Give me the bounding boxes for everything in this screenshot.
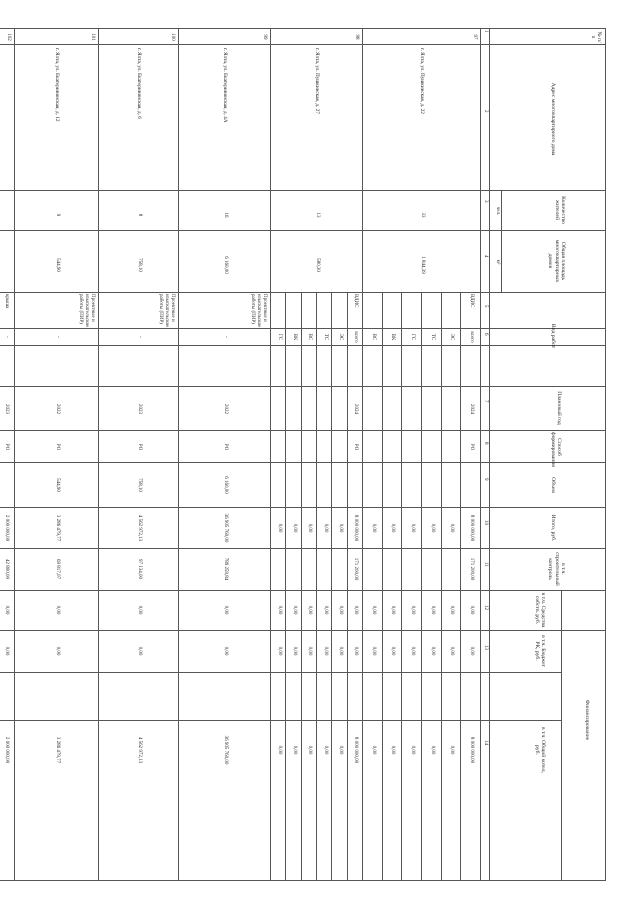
- row-people: 33: [420, 212, 425, 218]
- work-type: Проектные и изыскательские работы (ПИР): [250, 294, 267, 328]
- total-amount: 3 286 479,77: [55, 514, 60, 542]
- header-volume: Объем: [550, 477, 556, 493]
- fin-local-value: 0,00: [429, 745, 435, 755]
- work-volume: 544,90: [55, 478, 60, 492]
- work-subtype: ГС: [410, 333, 416, 341]
- header-area: Общая площадь многоквартирных домов: [547, 239, 566, 283]
- grid-hline: [347, 292, 348, 880]
- fin-local-value: 8 000 000,00: [353, 736, 359, 764]
- fin-owners-value: 0,00: [137, 605, 142, 615]
- grid-hline: [270, 28, 271, 880]
- total-amount: 0,00: [370, 523, 376, 533]
- grid-vline: [0, 328, 606, 329]
- planned-year: 2024: [353, 404, 359, 414]
- grid-vline: [0, 345, 606, 346]
- grid-hline: [421, 292, 422, 880]
- column-number: 1: [483, 30, 489, 33]
- work-subtype: ВС: [370, 333, 376, 341]
- fin-local-value: 3 286 479,77: [55, 736, 60, 764]
- fin-owners-value: 0,00: [469, 605, 475, 615]
- formation-method: РО: [4, 443, 9, 451]
- row-number: 102: [6, 33, 11, 41]
- header-financing: Финансирование: [584, 699, 590, 741]
- fin-owners-value: 0,00: [390, 605, 396, 615]
- total-amount: 4 562 972,13: [137, 514, 142, 542]
- fin-local-value: 0,00: [292, 745, 297, 755]
- fin-rk-value: 0,00: [429, 646, 435, 656]
- fin-local-value: 0,00: [322, 745, 328, 755]
- row-area: 758,10: [137, 258, 142, 272]
- column-number: 9: [483, 478, 489, 481]
- total-amount: 0,00: [322, 523, 328, 533]
- fin-rk-value: 0,00: [4, 646, 9, 656]
- planned-year: 2022: [55, 404, 60, 414]
- fin-rk-value: 0,00: [292, 646, 297, 656]
- fin-local-value: 4 562 972,13: [137, 736, 142, 764]
- planned-year: 2023: [137, 404, 142, 414]
- grid-hline: [14, 28, 15, 880]
- fin-local-value: 0,00: [390, 745, 396, 755]
- row-number: 99: [262, 34, 267, 40]
- fin-owners-value: 0,00: [55, 605, 60, 615]
- grid-vline: [0, 548, 606, 549]
- work-volume: 758,10: [137, 478, 142, 492]
- formation-method: РО: [353, 443, 359, 451]
- grid-hline: [382, 292, 383, 880]
- total-amount: 0,00: [390, 523, 396, 533]
- control-amount: 97 134,00: [137, 559, 142, 579]
- grid-hline: [480, 28, 481, 880]
- work-type: ВДИС: [353, 294, 359, 308]
- column-number: 11: [483, 562, 489, 567]
- total-amount: 0,00: [307, 523, 313, 533]
- column-number: 6: [483, 333, 489, 336]
- work-type: крыша: [4, 294, 9, 309]
- grid-hline: [501, 190, 502, 292]
- fin-owners-value: 0,00: [322, 605, 328, 615]
- grid-vline: [0, 430, 606, 431]
- row-address: г. Ялта, ул. Пушкинская, д. 27: [314, 48, 320, 114]
- control-amount: 69 817,07: [55, 559, 60, 579]
- grid-vline: [0, 44, 606, 45]
- formation-method: РО: [55, 443, 60, 451]
- formation-method: РО: [137, 443, 142, 451]
- total-amount: 0,00: [429, 523, 435, 533]
- fin-owners-value: 0,00: [276, 605, 282, 615]
- row-number: 101: [90, 33, 95, 41]
- grid-vline: [0, 292, 606, 293]
- fin-rk-value: 0,00: [390, 646, 396, 656]
- fin-owners-value: 0,00: [353, 605, 359, 615]
- row-address: г. Ялта, ул. Екатерининская, д. 12: [54, 48, 60, 122]
- total-amount: 0,00: [276, 523, 282, 533]
- row-area: 6 160,00: [223, 256, 228, 274]
- fin-local-value: 36 905 760,00: [223, 735, 228, 765]
- row-area: 544,90: [55, 258, 60, 272]
- grid-vline: [0, 462, 606, 463]
- control-amount: 171 200,00: [469, 557, 475, 581]
- fin-owners-value: 0,00: [370, 605, 376, 615]
- total-amount: 2 000 000,00: [4, 514, 9, 542]
- row-number: 98: [354, 34, 359, 40]
- grid-hline: [441, 292, 442, 880]
- work-subtype: ВС: [307, 333, 313, 341]
- row-address: г. Ялта, ул. Пушкинская, д. 22: [419, 48, 425, 114]
- grid-hline: [98, 28, 99, 880]
- row-number: 97: [472, 34, 477, 40]
- grid-hline: [331, 292, 332, 880]
- fin-owners-value: 0,00: [449, 605, 455, 615]
- work-subtype: ТС: [429, 333, 435, 341]
- total-amount: 0,00: [292, 523, 297, 533]
- fin-rk-value: 0,00: [370, 646, 376, 656]
- fin-local-value: 0,00: [410, 745, 416, 755]
- header-fin-rk: в т.ч. Бюджет РК, руб.: [533, 635, 546, 667]
- fin-rk-value: 0,00: [223, 646, 228, 656]
- fin-owners-value: 0,00: [307, 605, 313, 615]
- fin-local-value: 0,00: [449, 745, 455, 755]
- grid-hline: [605, 28, 606, 880]
- header-method: Способ формирования: [549, 432, 562, 467]
- work-type: Проектные и изыскательские работы (ПИР): [78, 294, 95, 328]
- work-subtype: всего: [469, 331, 475, 343]
- column-number: 5: [483, 305, 489, 308]
- grid-hline: [362, 28, 363, 880]
- header-num: № п/п: [589, 31, 602, 43]
- fin-rk-value: 0,00: [338, 646, 343, 656]
- work-subtype: -: [55, 336, 60, 338]
- work-type: Проектные и изыскательские работы (ПИР): [158, 294, 175, 328]
- grid-vline: [0, 230, 606, 231]
- grid-hline: [489, 28, 490, 880]
- header-fin-local: в т.ч. Общий котел, руб.: [533, 727, 546, 773]
- row-people: 9: [55, 213, 60, 217]
- header-area-unit: м²: [495, 259, 500, 265]
- row-area: 580,30: [315, 258, 320, 272]
- header-people: Количество жителей: [553, 196, 566, 224]
- control-amount: 789 259,84: [223, 557, 228, 581]
- work-subtype: ТС: [322, 333, 328, 341]
- formation-method: РО: [469, 443, 475, 451]
- work-subtype: ВК: [390, 333, 396, 341]
- row-address: г. Ялта, ул. Екатерининская, д. 6: [136, 48, 142, 119]
- work-subtype: ВК: [292, 333, 297, 341]
- grid-vline: [0, 590, 606, 591]
- total-amount: 0,00: [410, 523, 416, 533]
- fin-local-value: 0,00: [307, 745, 313, 755]
- grid-hline: [401, 292, 402, 880]
- work-subtype: всего: [353, 331, 359, 343]
- planned-year: 2024: [469, 404, 475, 414]
- header-address: Адрес многоквартирного дома: [550, 82, 556, 156]
- grid-hline: [301, 292, 302, 880]
- total-amount: 36 905 760,00: [223, 513, 228, 543]
- work-subtype: ЭС: [449, 333, 455, 341]
- work-volume: 6 160,00: [223, 476, 228, 494]
- grid-hline: [316, 292, 317, 880]
- row-address: г. Ялта, ул. Екатерининская, д. 4А: [222, 48, 228, 123]
- total-amount: 8 000 000,00: [469, 514, 475, 542]
- fin-local-value: 2 000 000,00: [4, 736, 9, 764]
- fin-local-value: 8 000 000,00: [469, 736, 475, 764]
- header-work: Вид работ: [550, 323, 556, 349]
- row-number: 100: [170, 33, 175, 41]
- row-people: 13: [315, 212, 320, 218]
- column-number: 12: [483, 605, 489, 610]
- work-type: ВДИС: [469, 294, 475, 308]
- fin-rk-value: 0,00: [353, 646, 359, 656]
- fin-rk-value: 0,00: [307, 646, 313, 656]
- column-number: 3: [483, 200, 489, 203]
- column-number: 8: [483, 442, 489, 445]
- column-number: 7: [483, 400, 489, 403]
- total-amount: 0,00: [449, 523, 455, 533]
- header-fin-owners: в т.ч. Средства собств. руб.: [533, 592, 546, 628]
- work-subtype: ГС: [276, 333, 282, 341]
- planned-year: 2023: [4, 404, 9, 414]
- fin-rk-value: 0,00: [410, 646, 416, 656]
- fin-rk-value: 0,00: [276, 646, 282, 656]
- work-subtype: -: [137, 336, 142, 338]
- header-year: Плановый год: [556, 391, 562, 425]
- header-control: в т.ч. строительный контроль: [547, 552, 566, 586]
- header-people-unit: чел.: [495, 206, 500, 216]
- column-number: 2: [483, 110, 489, 113]
- fin-owners-value: 0,00: [223, 605, 228, 615]
- planned-year: 2022: [223, 404, 228, 414]
- work-subtype: ЭС: [338, 333, 343, 341]
- grid-vline: [0, 672, 562, 673]
- column-number: 14: [483, 740, 489, 745]
- fin-owners-value: 0,00: [4, 605, 9, 615]
- work-subtype: -: [4, 336, 9, 338]
- grid-hline: [561, 590, 562, 880]
- formation-method: РО: [223, 443, 228, 451]
- grid-vline: [0, 190, 606, 191]
- fin-rk-value: 0,00: [322, 646, 328, 656]
- fin-local-value: 0,00: [338, 745, 343, 755]
- header-total: Итого, руб.: [550, 514, 556, 542]
- total-amount: 0,00: [338, 523, 343, 533]
- grid-vline: [0, 507, 606, 508]
- column-number: 4: [483, 255, 489, 258]
- grid-hline: [178, 28, 179, 880]
- row-people: 8: [137, 213, 142, 217]
- work-subtype: -: [223, 336, 228, 338]
- fin-local-value: 0,00: [276, 745, 282, 755]
- fin-rk-value: 0,00: [55, 646, 60, 656]
- grid-hline: [285, 292, 286, 880]
- fin-owners-value: 0,00: [429, 605, 435, 615]
- control-amount: 171 200,00: [353, 557, 359, 581]
- fin-rk-value: 0,00: [137, 646, 142, 656]
- column-number: 13: [483, 645, 489, 650]
- row-area: 1 844,39: [420, 256, 425, 274]
- grid-vline: [0, 386, 606, 387]
- grid-vline: [0, 720, 562, 721]
- grid-hline: [460, 292, 461, 880]
- control-amount: 42 800,00: [4, 559, 9, 579]
- fin-local-value: 0,00: [370, 745, 376, 755]
- grid-vline: [0, 28, 606, 29]
- grid-vline: [0, 630, 562, 631]
- column-number: 10: [483, 520, 489, 525]
- fin-rk-value: 0,00: [469, 646, 475, 656]
- grid-vline: [0, 880, 606, 881]
- total-amount: 8 000 000,00: [353, 514, 359, 542]
- fin-owners-value: 0,00: [292, 605, 297, 615]
- fin-owners-value: 0,00: [410, 605, 416, 615]
- row-people: 16: [223, 212, 228, 218]
- fin-owners-value: 0,00: [338, 605, 343, 615]
- fin-rk-value: 0,00: [449, 646, 455, 656]
